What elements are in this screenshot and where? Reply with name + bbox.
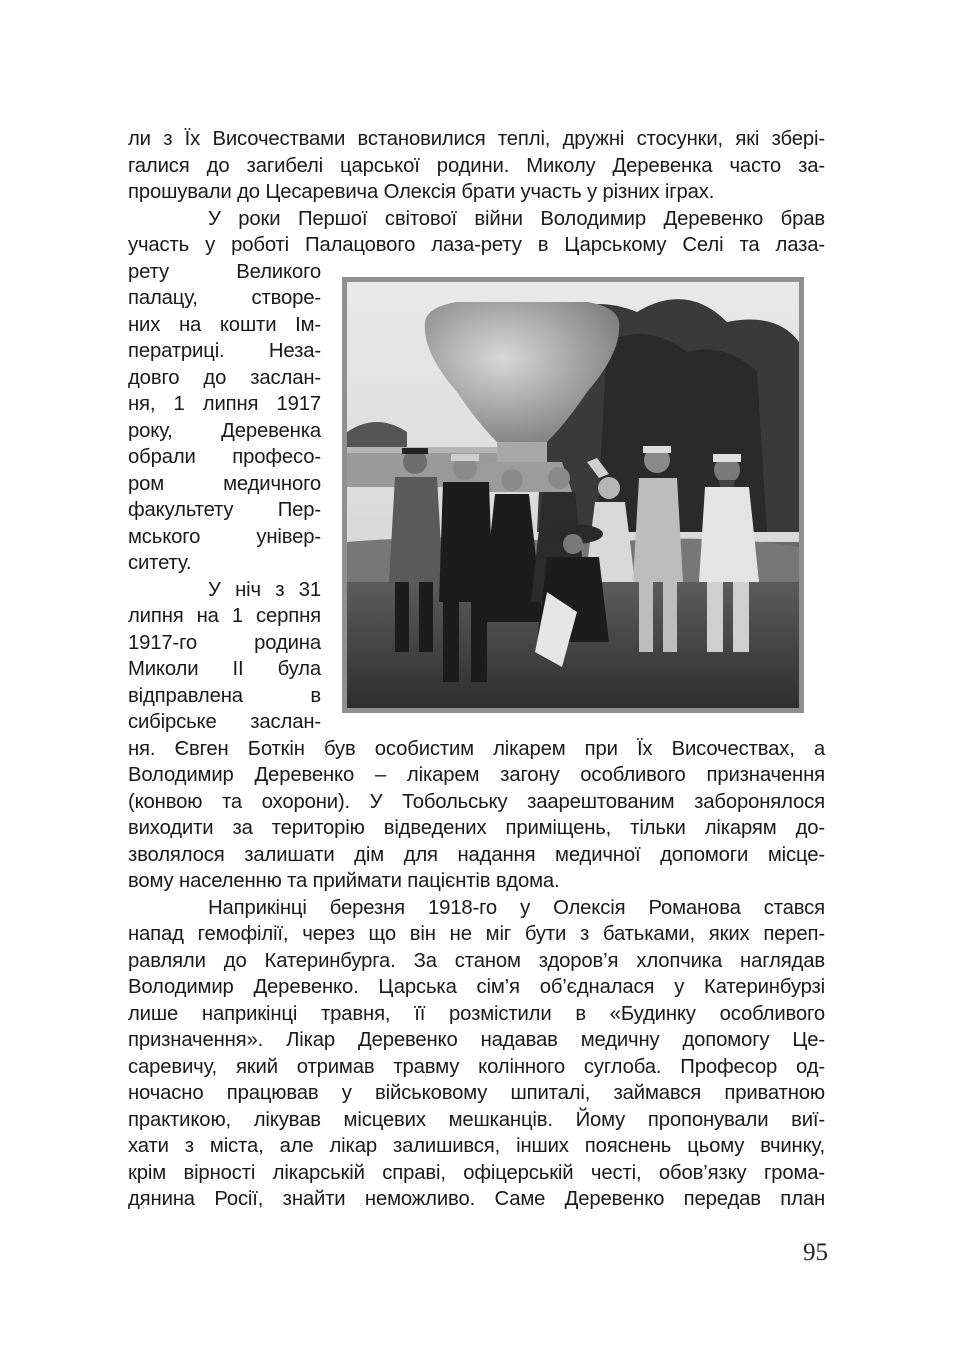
text-line: них на кошти Ім- xyxy=(128,314,321,336)
text-line: Наприкінці березня 1918-го у Олексія Романова стався xyxy=(208,897,825,919)
text-line: саревичу, який отримав травму колінного суглоба. Професор од- xyxy=(128,1056,825,1078)
text-line: участь у роботі Палацового лаза-рету в Царському Селі та лаза- xyxy=(128,234,825,256)
text-line: палацу, створе- xyxy=(128,287,321,309)
text-line: ли з Їх Височествами встановилися теплі, дружні стосунки, які збері- xyxy=(128,128,825,150)
text-line: року, Деревенка xyxy=(128,420,321,442)
text-line: факультету Пер- xyxy=(128,499,321,521)
text-line: Миколи ІІ була xyxy=(128,658,321,680)
text-line: рету Великого xyxy=(128,261,321,283)
text-line: практикою, лікував місцевих мешканців. Йому пропонували виї- xyxy=(128,1109,825,1131)
text-line: дянина Росії, знайти неможливо. Саме Деревенко передав план xyxy=(128,1188,825,1210)
text-line: вому населенню та приймати пацієнтів вдома. xyxy=(128,870,560,892)
photo-image xyxy=(347,282,799,708)
text-line: мського універ- xyxy=(128,526,321,548)
text-line: галися до загибелі царської родини. Миколу Деревенка часто за- xyxy=(128,155,825,177)
text-line: равляли до Катеринбурга. За станом здоров’я хлопчика наглядав xyxy=(128,950,825,972)
text-line: У роки Першої світової війни Володимир Деревенко брав xyxy=(208,208,825,230)
text-line: ром медичного xyxy=(128,473,321,495)
text-line: (конвою та охорони). У Тобольську заарештованим заборонялося xyxy=(128,791,825,813)
text-line: виходити за територію відведених приміщень, тільки лікарям до- xyxy=(128,817,825,839)
text-line: хати з міста, але лікар залишився, інших пояснень цьому вчинку, xyxy=(128,1135,825,1157)
text-line: лише наприкінці травня, її розмістили в «Будинку особливого xyxy=(128,1003,825,1025)
text-line: 1917-го родина xyxy=(128,632,321,654)
text-line: ня. Євген Боткін був особистим лікарем при Їх Височествах, а xyxy=(128,738,825,760)
text-line: прошували до Цесаревича Олексія брати участь у різних іграх. xyxy=(128,181,715,203)
text-line: Володимир Деревенко – лікарем загону особливого призначення xyxy=(128,764,825,786)
page-number: 95 xyxy=(803,1239,828,1266)
text-line: ситету. xyxy=(128,552,192,574)
text-line: обрали професо- xyxy=(128,446,321,468)
text-line: ночасно працював у військовому шпиталі, займався приватною xyxy=(128,1082,825,1104)
text-line: липня на 1 серпня xyxy=(128,605,321,627)
text-line: зволялося залишати дім для надання медичної допомоги місце- xyxy=(128,844,825,866)
text-line: ня, 1 липня 1917 xyxy=(128,393,321,415)
text-line: напад гемофілії, через що він не міг бути з батьками, яких переп- xyxy=(128,923,825,945)
historical-group-photo xyxy=(342,277,804,713)
text-line: ператриці. Неза- xyxy=(128,340,321,362)
text-line: Володимир Деревенко. Царська сім’я об’єдналася у Катеринбурзі xyxy=(128,976,825,998)
text-line: відправлена в xyxy=(128,685,321,707)
text-line: довго до заслан- xyxy=(128,367,321,389)
text-line: призначення». Лікар Деревенко надавав медичну допомогу Це- xyxy=(128,1029,825,1051)
text-line: сибірське заслан- xyxy=(128,711,321,733)
text-line: У ніч з 31 xyxy=(208,579,321,601)
text-line: крім вірності лікарській справі, офіцерській честі, обов’язку грома- xyxy=(128,1162,825,1184)
